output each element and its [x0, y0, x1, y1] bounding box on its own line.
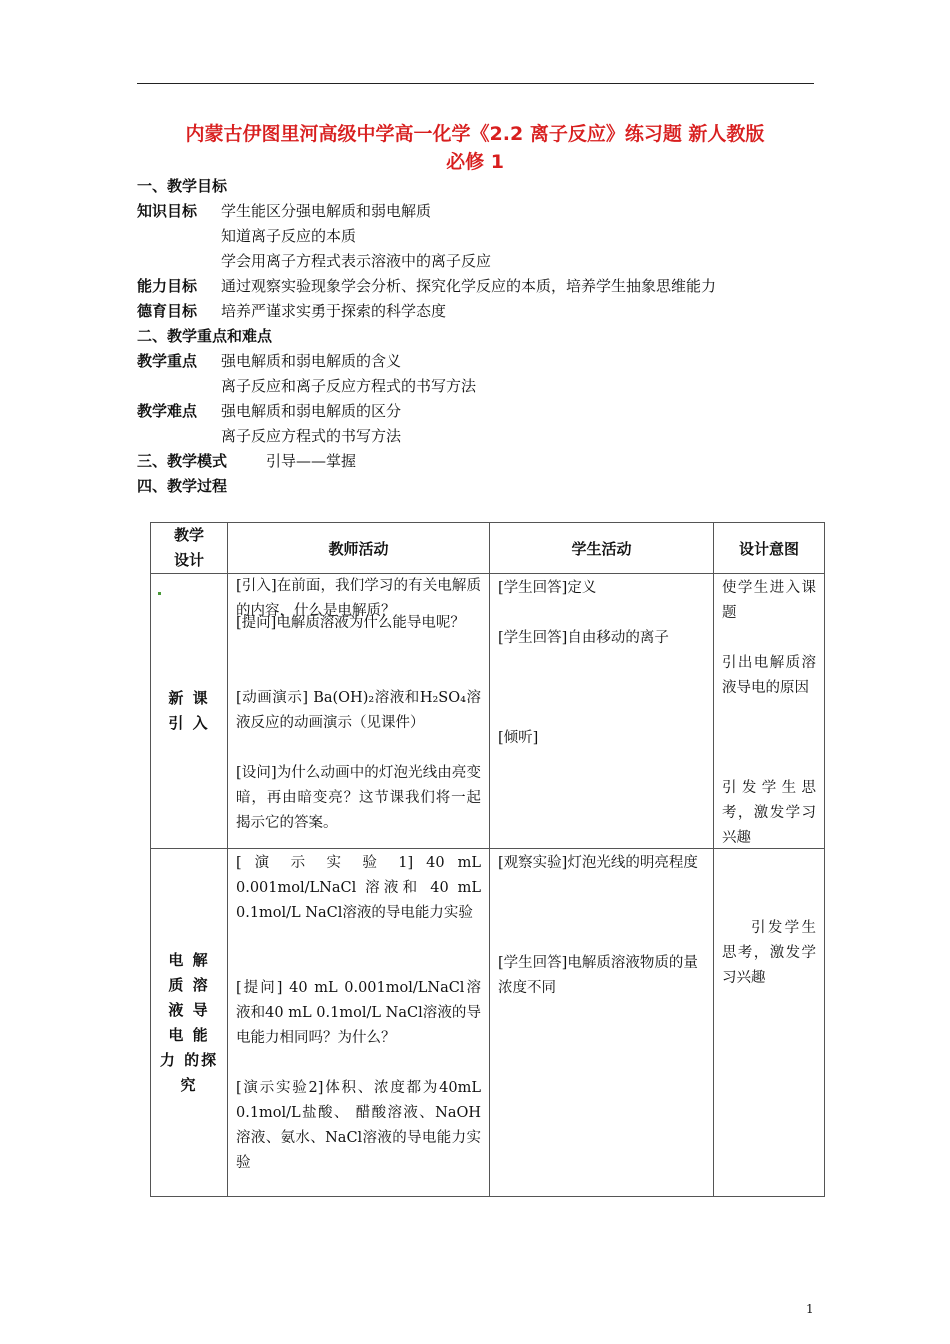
teacher-activity: [ 演 示 实 验 1] 40 mL 0.001mol/LNaCl 溶液和 40 mL 0.1mol/L NaCl溶液的导电能力实验: [236, 855, 481, 921]
ability-label: 能力目标: [137, 277, 198, 295]
table-header-row: [151, 523, 825, 574]
teaching-mode-text: 引导——掌握: [266, 452, 357, 470]
student-activity: [学生回答]定义: [498, 580, 597, 596]
title-line-1: 内蒙古伊图里河高级中学高一化学《2.2 离子反应》练习题 新人教版: [185, 123, 765, 145]
key-item: 强电解质和弱电解质的含义: [221, 352, 402, 370]
student-cell: [490, 574, 714, 849]
section-heading-3: 三、教学模式: [137, 452, 228, 470]
intent-cell: [714, 849, 825, 1197]
student-activity: [倾听]: [498, 730, 539, 746]
document-title: [120, 120, 830, 176]
table-row: [151, 849, 825, 1197]
teacher-cell: [228, 574, 490, 849]
moral-text: 培养严谨求实勇于探索的科学态度: [221, 302, 447, 320]
design-intent: 引发学生思考，激发学习兴趣: [722, 780, 816, 846]
difficult-label: 教学难点: [137, 402, 198, 420]
student-cell: [490, 849, 714, 1197]
knowledge-item: 知道离子反应的本质: [221, 227, 357, 245]
difficult-item: 强电解质和弱电解质的区分: [221, 402, 402, 420]
moral-label: 德育目标: [137, 302, 198, 320]
knowledge-item: 学生能区分强电解质和弱电解质: [221, 202, 432, 220]
design-intent: 使学生进入课题: [722, 580, 816, 621]
stage-cell: 新 课 引 入: [151, 574, 228, 849]
header-student: 学生活动: [490, 523, 714, 574]
teacher-activity: [引入]在前面，我们学习的有关电解质的内容，什么是电解质？: [236, 578, 481, 619]
header-teacher: 教师活动: [228, 523, 490, 574]
section-heading-2: 二、教学重点和难点: [137, 327, 273, 345]
stage-cell: 电 解 质 溶 液 导 电 能 力 的探究: [151, 849, 228, 1197]
design-intent: 引出电解质溶液导电的原因: [722, 655, 816, 696]
teacher-activity: [提问]电解质溶液为什么能导电呢？: [236, 615, 465, 631]
key-label: 教学重点: [137, 352, 198, 370]
student-activity: [学生回答]电解质溶液物质的量浓度不同: [498, 955, 698, 996]
teaching-process-table: [150, 522, 825, 1197]
knowledge-label: 知识目标: [137, 202, 198, 220]
teacher-activity: [提问] 40 mL 0.001mol/LNaCl溶液和40 mL 0.1mol/L NaCl溶液的导电能力相同吗？为什么？: [236, 980, 481, 1046]
knowledge-item: 学会用离子方程式表示溶液中的离子反应: [221, 252, 492, 270]
intent-cell: [714, 574, 825, 849]
student-activity: [学生回答]自由移动的离子: [498, 630, 669, 646]
teacher-activity: [动画演示] Ba(OH)₂溶液和H₂SO₄溶液反应的动画演示（见课件）: [236, 690, 481, 731]
teacher-cell: [228, 849, 490, 1197]
header-intent: 设计意图: [714, 523, 825, 574]
teacher-activity: [演示实验2]体积、浓度都为40mL 0.1mol/L盐酸、 醋酸溶液、NaOH溶液、氨水、NaCl溶液的导电能力实验: [236, 1080, 481, 1171]
header-design: 教学设计: [151, 523, 228, 574]
design-intent: 引发学生思考，激发学习兴趣: [722, 920, 816, 986]
section-heading-1: 一、教学目标: [137, 177, 228, 195]
page-number: 1: [806, 1302, 814, 1316]
teacher-activity: [设问]为什么动画中的灯泡光线由亮变暗，再由暗变亮？这节课我们将一起揭示它的答案。: [236, 765, 481, 831]
decorative-dot: [158, 592, 161, 595]
key-item: 离子反应和离子反应方程式的书写方法: [221, 377, 477, 395]
header-rule: [137, 83, 814, 84]
student-activity: [观察实验]灯泡光线的明亮程度: [498, 855, 698, 871]
difficult-item: 离子反应方程式的书写方法: [221, 427, 402, 445]
ability-text: 通过观察实验现象学会分析、探究化学反应的本质，培养学生抽象思维能力: [221, 277, 717, 295]
section-heading-4: 四、教学过程: [137, 477, 228, 495]
title-line-2: 必修 1: [446, 151, 504, 173]
table-row: [151, 574, 825, 849]
